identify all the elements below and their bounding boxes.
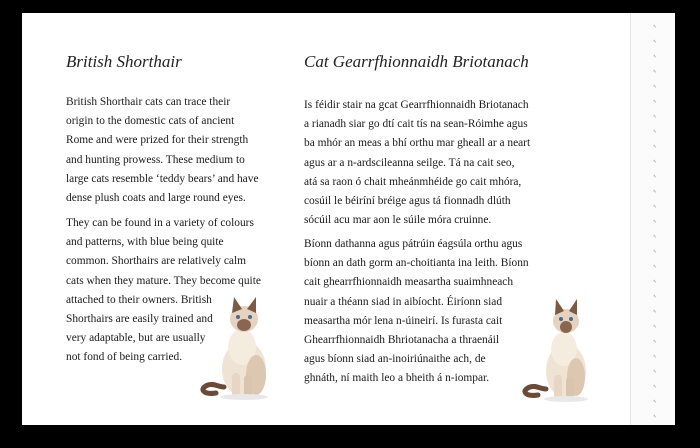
perforation-mark: ʼˑ	[653, 339, 656, 347]
text-line: They can be found in a variety of colours	[66, 217, 254, 229]
text-line: dense plush coats and large round eyes.	[66, 192, 246, 205]
english-paragraph-1	[66, 93, 259, 208]
cat-sitting-illustration-irish	[516, 293, 594, 405]
text-line: Is féidir stair na gcat Gearrfhionnaidh Briotanach	[304, 99, 529, 111]
text-line: atá sa raon ó chait mheánmhéide go cait mhóra,	[304, 175, 522, 188]
irish-paragraph-1	[304, 96, 530, 230]
perforation-mark: ʼˑ	[653, 24, 656, 32]
text-line: Shorthairs are easily trained and	[66, 313, 213, 326]
perforated-tab-strip	[630, 13, 675, 425]
perforation-mark: ʼˑ	[653, 279, 656, 287]
perforation-mark: ʼˑ	[653, 369, 656, 377]
perforation-mark: ʼˑ	[653, 234, 656, 242]
cat-sitting-illustration-english	[194, 289, 272, 401]
text-line: very adaptable, but are usually	[66, 332, 206, 345]
text-line: sócúil acu mar aon le súile móra cruinne.	[304, 214, 492, 227]
text-line: not fond of being carried.	[66, 351, 183, 364]
perforation-mark: ʼˑ	[653, 249, 656, 257]
perforation-mark: ʼˑ	[653, 414, 656, 422]
text-line: cosúil le béiríní bréige agus tá fionnadh dlúth	[304, 195, 511, 208]
perforation-mark: ʼˑ	[653, 144, 656, 152]
perforation-mark: ʼˑ	[653, 69, 656, 77]
perforation-mark: ʼˑ	[653, 384, 656, 392]
perforation-mark: ʼˑ	[653, 189, 656, 197]
english-title: British Shorthair	[66, 52, 182, 71]
perforation-mark: ʼˑ	[653, 174, 656, 182]
text-line: British Shorthair cats can trace their	[66, 96, 231, 108]
text-line: Bíonn dathanna agus pátrúin éagsúla orthu agus	[304, 238, 523, 250]
perforation-mark: ʼˑ	[653, 264, 656, 272]
text-line: Ghearrfhionnaidh Bhriotanacha a thraenáil	[304, 334, 500, 347]
perforation-mark: ʼˑ	[653, 159, 656, 167]
text-line: Rome and were prized for their strength	[66, 134, 249, 147]
text-line: bíonn an dath gorm an-choitianta ina leith. Bíonn	[304, 257, 529, 270]
perforation-mark: ʼˑ	[653, 129, 656, 137]
booklet-page	[22, 13, 630, 425]
perforation-mark: ʼˑ	[653, 54, 656, 62]
perforation-mark: ʼˑ	[653, 39, 656, 47]
text-line: cats when they mature. They become quite	[66, 274, 261, 287]
perforation-mark: ʼˑ	[653, 309, 656, 317]
text-line: a rianadh siar go dtí cait tís na sean-Róimhe agus	[304, 118, 528, 131]
text-line: agus ar a n-ardscileanna seilge. Tá na cait seo,	[304, 156, 515, 169]
irish-title: Cat Gearrfhionnaidh Briotanach	[304, 52, 529, 71]
perforation-mark: ʼˑ	[653, 114, 656, 122]
text-line: origin to the domestic cats of ancient	[66, 115, 235, 128]
text-line: and hunting prowess. These medium to	[66, 153, 245, 166]
text-line: attached to their owners. British	[66, 293, 212, 306]
text-line: common. Shorthairs are relatively calm	[66, 255, 246, 268]
text-line: ghnáth, ní maith leo a bheith á n-iompar.	[304, 372, 490, 385]
text-line: cait ghearrfhionnaidh measartha suaimhneach	[304, 276, 514, 289]
text-line: and patterns, with blue being quite	[66, 236, 224, 249]
perforation-mark: ʼˑ	[653, 99, 656, 107]
perforation-mark: ʼˑ	[653, 324, 656, 332]
perforation-mark: ʼˑ	[653, 294, 656, 302]
perforation-mark: ʼˑ	[653, 399, 656, 407]
text-line: agus bíonn siad an-inoiriúnaithe ach, de	[304, 353, 486, 366]
text-line: measartha mór lena n-úineirí. Is furasta cait	[304, 314, 503, 327]
text-line: large cats resemble ‘teddy bears’ and have	[66, 172, 259, 185]
text-line: nuair a théann siad in aibíocht. Éiríonn siad	[304, 295, 503, 308]
text-line: ba mhór an meas a bhí orthu mar gheall ar a neart	[304, 137, 531, 150]
perforation-mark: ʼˑ	[653, 219, 656, 227]
perforation-mark: ʼˑ	[653, 84, 656, 92]
irish-paragraph-2	[304, 235, 529, 389]
perforation-mark: ʼˑ	[653, 354, 656, 362]
perforation-mark: ʼˑ	[653, 204, 656, 212]
